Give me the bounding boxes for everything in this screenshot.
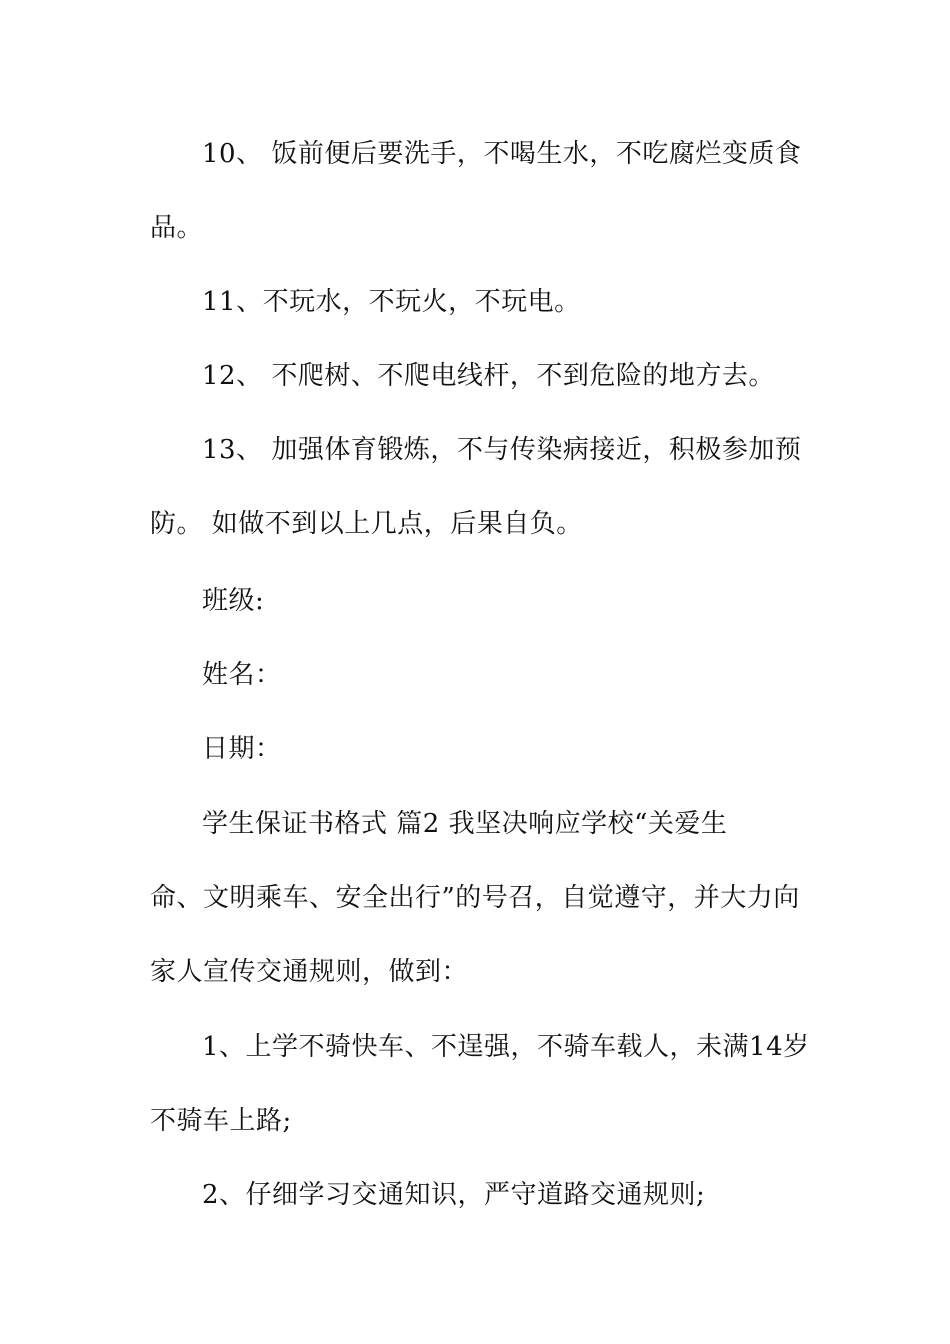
text-line-rule-13-cont: 防。 如做不到以上几点，后果自负。 (150, 509, 583, 539)
text-line-item-2: 2、仔细学习交通知识，严守道路交通规则; (202, 1180, 706, 1210)
text-line-rule-12: 12、 不爬树、不爬电线杆，不到危险的地方去。 (202, 361, 775, 391)
text-line-rule-11: 11、不玩水，不玩火，不玩电。 (202, 287, 581, 317)
section-heading-line: 学生保证书格式 篇2 我坚决响应学校“关爱生 (202, 809, 728, 839)
text-line-rule-13: 13、 加强体育锻炼，不与传染病接近，积极参加预 (202, 435, 802, 465)
text-line-item-1: 1、上学不骑快车、不逞强，不骑车载人，未满14岁 (202, 1032, 810, 1062)
text-line-rule-10: 10、 饭前便后要洗手，不喝生水，不吃腐烂变质食 (202, 139, 802, 169)
name-label: 姓名： (202, 660, 282, 690)
text-line-rule-10-cont: 品。 (150, 213, 204, 243)
class-label: 班级: (202, 586, 265, 616)
date-label: 日期： (202, 734, 282, 764)
text-line-pledge-cont-2: 家人宣传交通规则，做到： (150, 957, 469, 987)
text-line-item-1-cont: 不骑车上路; (150, 1106, 292, 1136)
text-line-pledge-cont-1: 命、文明乘车、安全出行”的号召，自觉遵守，并大力向 (150, 883, 800, 913)
